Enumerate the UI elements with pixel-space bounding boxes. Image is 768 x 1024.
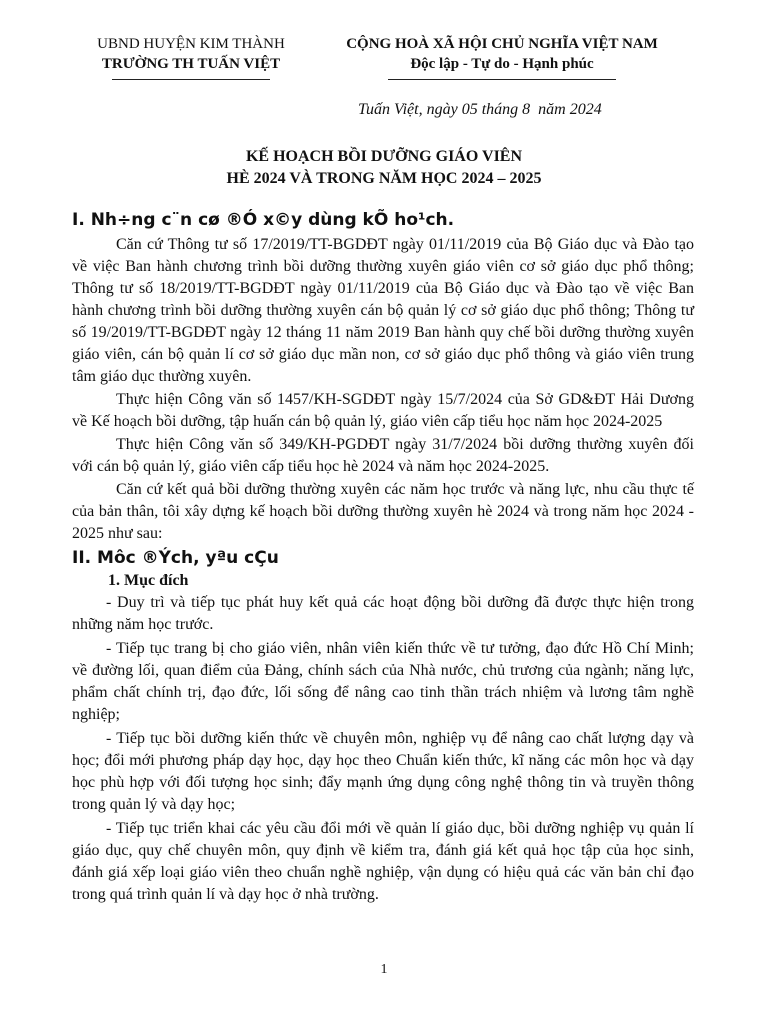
motto: Độc lập - Tự do - Hạnh phúc	[410, 56, 594, 72]
paragraph: Thực hiện Công văn số 1457/KH-SGDĐT ngày 15/7/2024 của Sở GD&ĐT Hải Dương về Kế hoạch bồi dưỡng, tập huấn cán bộ quản lý, giáo viên cấp tiểu học năm học 2024-2025	[72, 391, 694, 430]
bullet-paragraph: - Tiếp tục triển khai các yêu cầu đổi mới về quản lí giáo dục, bồi dưỡng nghiệp vụ quản lí giáo dục, quy chế chuyên môn, quy định về kiểm tra, đánh giá kết quả học tập của học sinh, đánh giá xếp loại giáo viên theo chuẩn nghề nghiệp, vận dụng có hiệu quả các văn bản chỉ đạo trong quá trình quản lí và dạy học ở nhà trường.	[72, 820, 694, 903]
section-heading-2: II. Môc ®Ých, yªu cÇu	[72, 548, 279, 568]
motto-underline	[388, 79, 616, 80]
paragraph: Căn cứ kết quả bồi dưỡng thường xuyên các năm học trước và năng lực, nhu cầu thực tế của bản thân, tôi xây dựng kế hoạch bồi dưỡng thường xuyên hè 2024 và trong năm học 2024 - 2025 như sau:	[72, 481, 694, 542]
page-number: 1	[380, 962, 388, 977]
issuer-block	[72, 34, 310, 74]
section-heading-1: I. Nh÷ng c¨n cø ®Ó x©y dùng kÕ ho¹ch.	[72, 210, 455, 230]
issuer-underline	[112, 79, 270, 80]
subheading-purpose: 1. Mục đích	[108, 572, 189, 589]
document-title	[0, 146, 768, 190]
document-body	[72, 208, 694, 908]
paragraph: Căn cứ Thông tư số 17/2019/TT-BGDĐT ngày 01/11/2019 của Bộ Giáo dục và Đào tạo về việc Ban hành chương trình bồi dưỡng thường xuyên giáo viên cơ sở giáo dục phổ thông; Thông tư số 18/2019/TT-BGDĐT ngày 01/11/2019 của Bộ Giáo dục và Đào tạo về việc Ban hành chương trình bồi dưỡng thường xuyên cán bộ quản lý cơ sở giáo dục phổ thông; Thông tư số 19/2019/TT-BGDĐT ngày 12 tháng 11 năm 2019 Ban hành quy chế bồi dưỡng thường xuyên giáo viên, cán bộ quản lí cơ sở giáo dục mần non, cơ sở giáo dục phổ thông và giáo viên trung tâm giáo dục thường xuyên.	[72, 236, 694, 385]
paragraph: Thực hiện Công văn số 349/KH-PGDĐT ngày 31/7/2024 bồi dưỡng thường xuyên đối với cán bộ quản lý, giáo viên cấp tiểu học hè 2024 và năm học 2024-2025.	[72, 436, 694, 475]
school-name: TRƯỜNG TH TUẤN VIỆT	[101, 56, 281, 72]
title-line-1: KẾ HOẠCH BỒI DƯỠNG GIÁO VIÊN	[245, 148, 523, 165]
place-date-line: Tuấn Việt, ngày 05 tháng 8 năm 2024	[358, 101, 602, 118]
bullet-paragraph: - Tiếp tục trang bị cho giáo viên, nhân viên kiến thức về tư tưởng, đạo đức Hồ Chí Minh; về đường lối, quan điểm của Đảng, chính sách của Nhà nước, chủ trương của ngành; năng lực, phẩm chất chính trị, đạo đức, lối sống để nâng cao tinh thần trách nhiệm và lương tâm nghề nghiệp;	[72, 640, 694, 723]
bullet-paragraph: - Duy trì và tiếp tục phát huy kết quả các hoạt động bồi dưỡng đã được thực hiện trong những năm học trước.	[72, 594, 694, 633]
national-motto-block	[316, 34, 688, 74]
country-name: CỘNG HOÀ XÃ HỘI CHỦ NGHĨA VIỆT NAM	[346, 36, 658, 52]
bullet-paragraph: - Tiếp tục bồi dưỡng kiến thức về chuyên môn, nghiệp vụ để nâng cao chất lượng dạy và học; đổi mới phương pháp dạy học, dạy học theo Chuẩn kiến thức, kĩ năng các môn học và dạy học phù hợp với đối tượng học sinh; đẩy mạnh ứng dụng công nghệ thông tin và truyền thông trong quản lý và dạy học;	[72, 730, 694, 813]
title-line-2: HÈ 2024 VÀ TRONG NĂM HỌC 2024 – 2025	[226, 170, 542, 187]
district-name: UBND HUYỆN KIM THÀNH	[97, 36, 285, 52]
